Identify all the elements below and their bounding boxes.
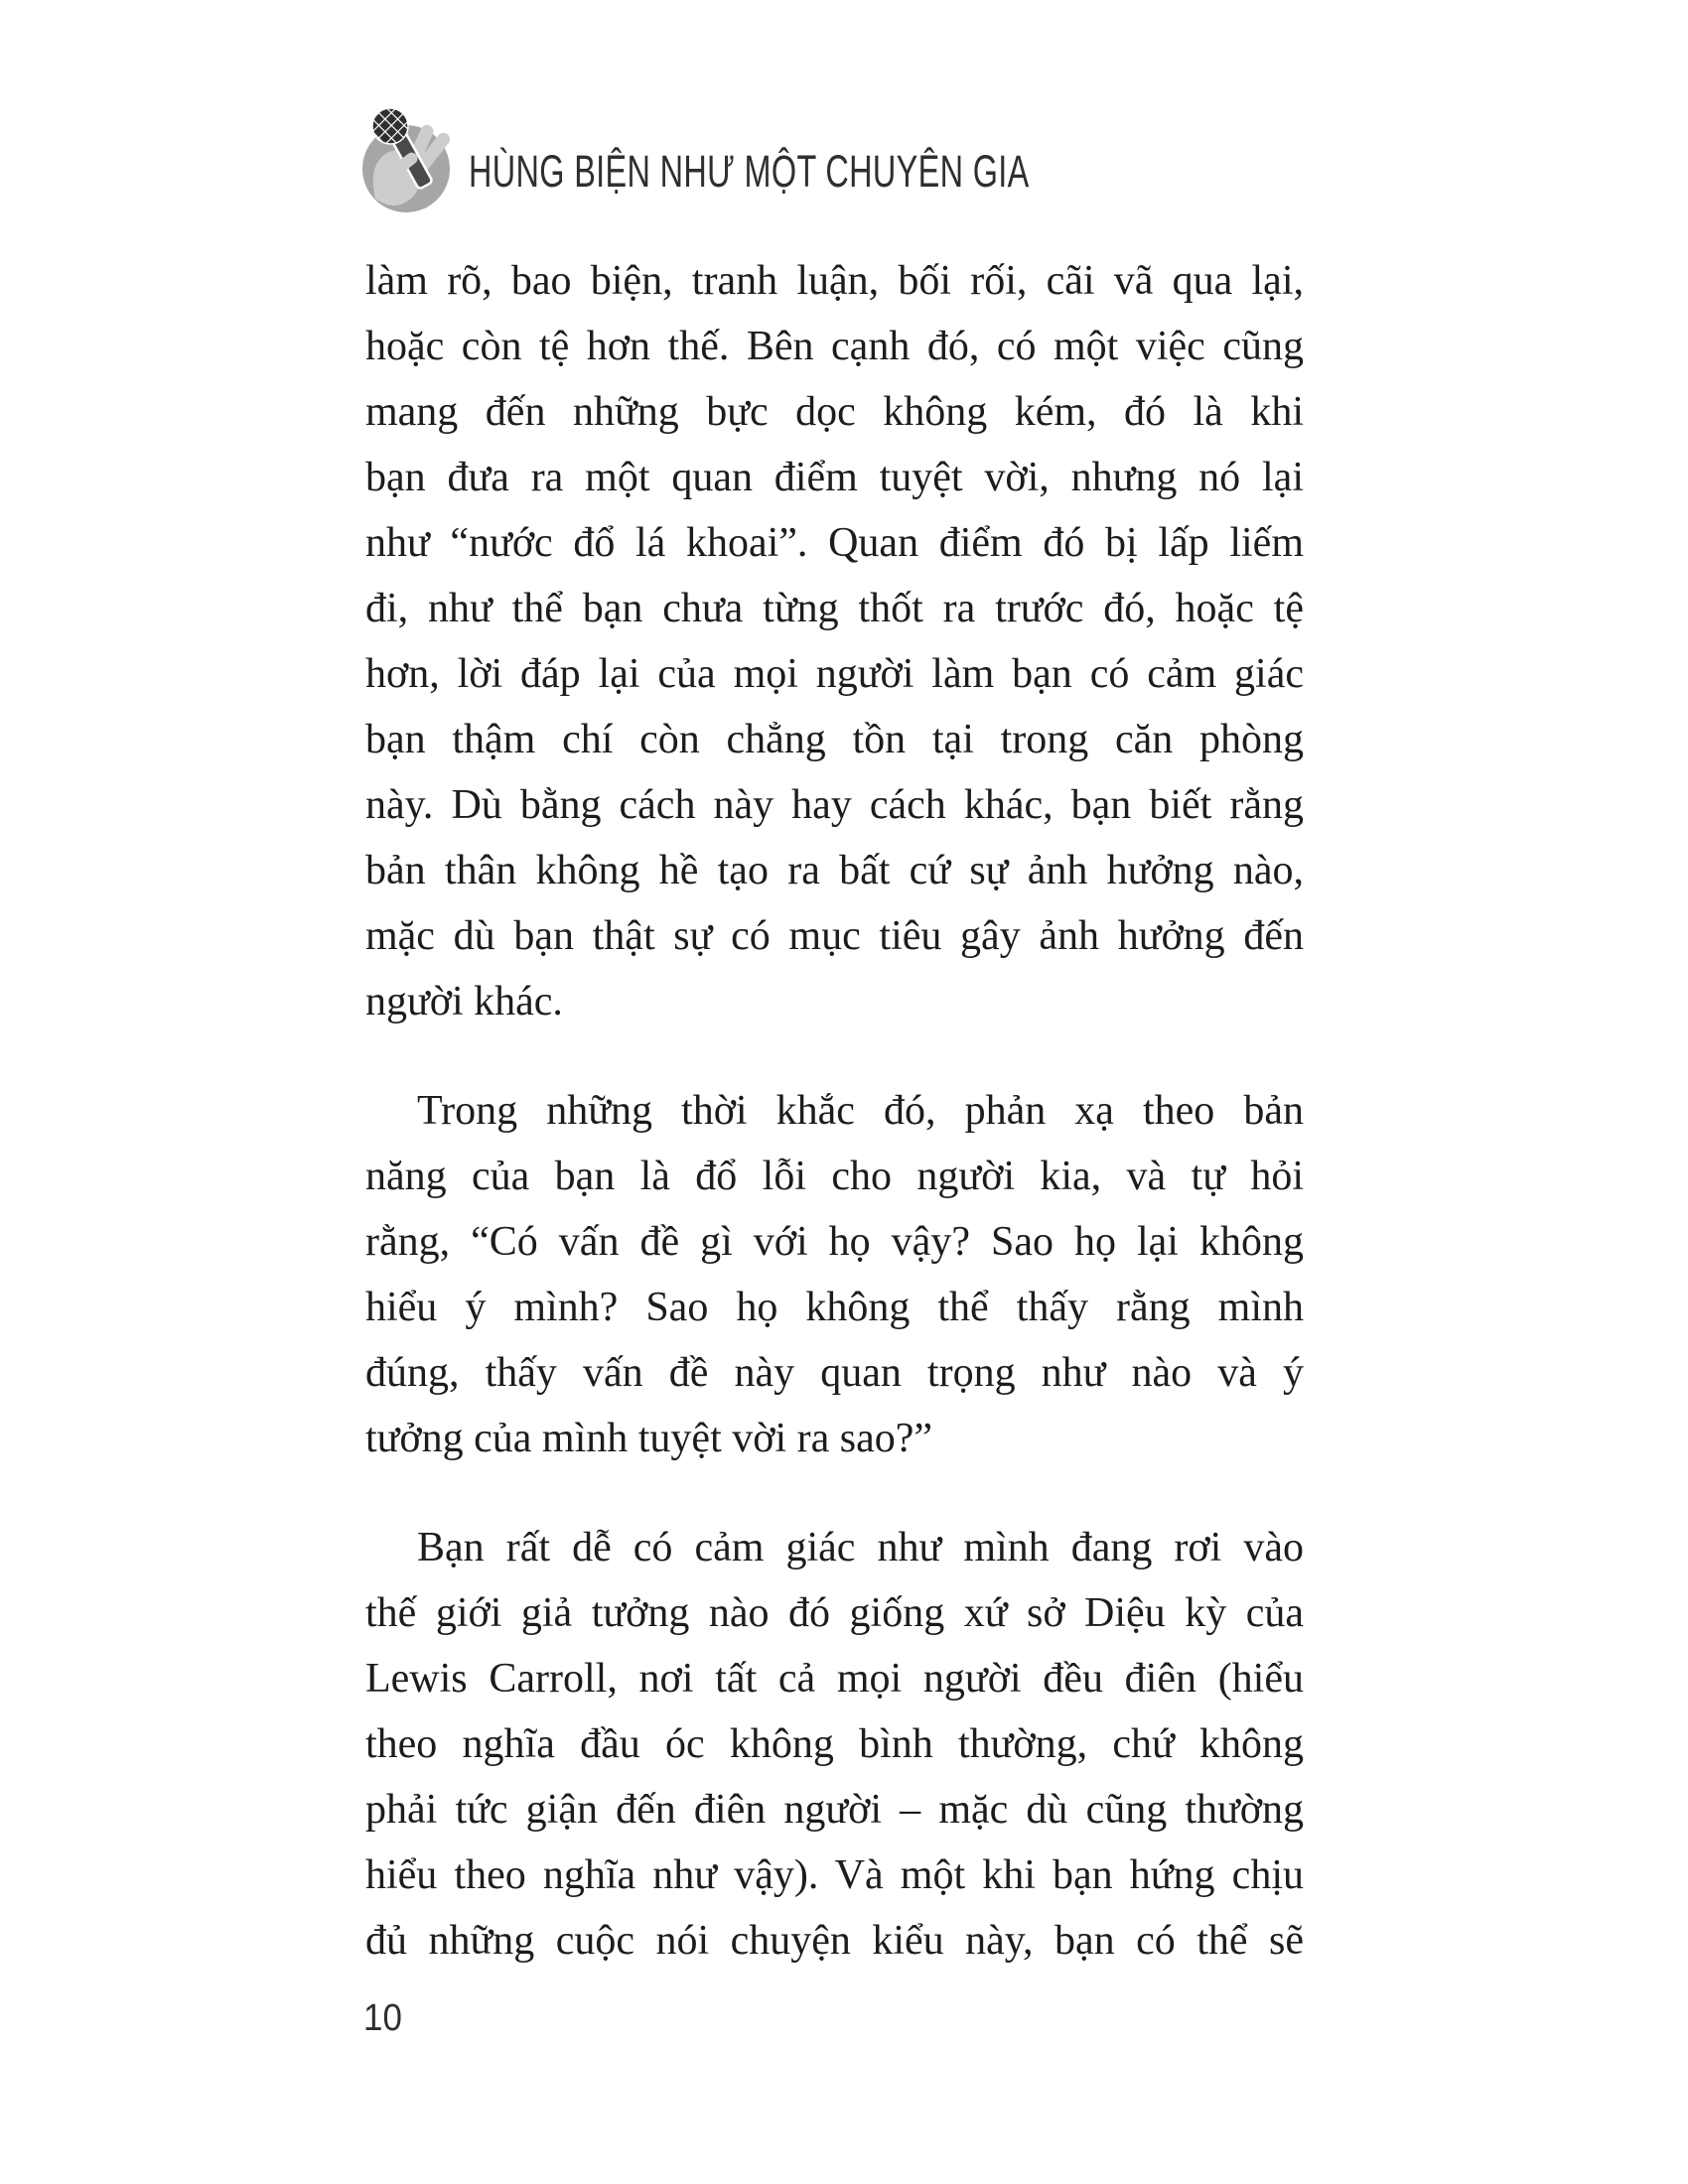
text-line: như “nước đổ lá khoai”. Quan điểm đó bị lấp liếm [365,520,1304,566]
running-head-title: HÙNG BIỆN NHƯ MỘT CHUYÊN GIA [469,146,1030,197]
text-line: Bạn rất dễ có cảm giác như mình đang rơi vào [417,1525,1304,1570]
text-line: bạn thậm chí còn chẳng tồn tại trong căn phòng [365,717,1304,762]
text-line: làm rõ, bao biện, tranh luận, bối rối, cãi vã qua lại, [365,258,1304,304]
text-line: này. Dù bằng cách này hay cách khác, bạn biết rằng [365,782,1304,828]
text-line: phải tức giận đến điên người – mặc dù cũng thường [365,1787,1304,1833]
text-line: tưởng của mình tuyệt vời ra sao?” [365,1416,933,1461]
text-line: theo nghĩa đầu óc không bình thường, chứ không [365,1721,1304,1767]
page-header [353,99,1247,216]
paragraph [365,248,1304,1034]
text-line: hiểu ý mình? Sao họ không thể thấy rằng mình [365,1285,1304,1330]
text-line: rằng, “Có vấn đề gì với họ vậy? Sao họ lại không [365,1219,1304,1265]
text-line: người khác. [365,979,563,1024]
text-line: hoặc còn tệ hơn thế. Bên cạnh đó, có một việc cũng [365,324,1304,369]
text-line: đúng, thấy vấn đề này quan trọng như nào và ý [365,1350,1304,1396]
page-number: 10 [363,1997,402,2039]
text-line: thế giới giả tưởng nào đó giống xứ sở Diệu kỳ của [365,1590,1304,1636]
text-line: bản thân không hề tạo ra bất cứ sự ảnh hưởng nào, [365,848,1304,893]
paragraph [365,1515,1304,1974]
text-line: Trong những thời khắc đó, phản xạ theo bản [417,1088,1304,1134]
text-line: mặc dù bạn thật sự có mục tiêu gây ảnh hưởng đến [365,913,1304,959]
body-text-column [365,248,1304,1974]
text-line: năng của bạn là đổ lỗi cho người kia, và tự hỏi [365,1154,1304,1199]
text-line: hiểu theo nghĩa như vậy). Và một khi bạn hứng chịu [365,1852,1304,1898]
text-line: bạn đưa ra một quan điểm tuyệt vời, nhưng nó lại [365,455,1304,500]
text-line: hơn, lời đáp lại của mọi người làm bạn có cảm giác [365,651,1304,697]
text-line: Lewis Carroll, nơi tất cả mọi người đều điên (hiểu [365,1656,1304,1702]
text-line: đủ những cuộc nói chuyện kiểu này, bạn có thể sẽ [365,1918,1304,1964]
microphone-icon [353,99,455,216]
paragraph [365,1078,1304,1471]
text-line: mang đến những bực dọc không kém, đó là khi [365,389,1304,435]
text-line: đi, như thể bạn chưa từng thốt ra trước đó, hoặc tệ [365,586,1304,631]
